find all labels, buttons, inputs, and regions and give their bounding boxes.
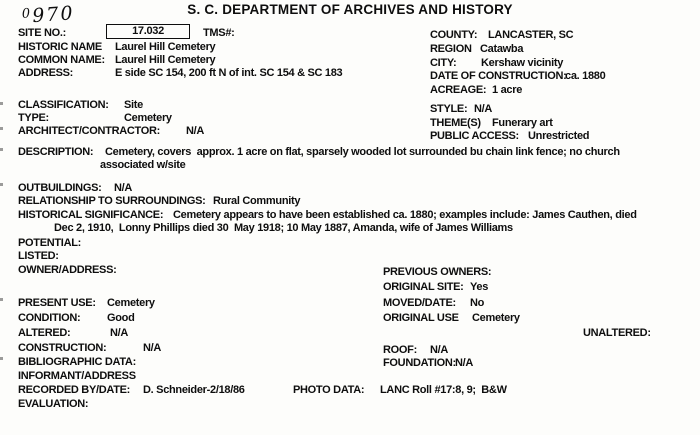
description-line2: associated w/site: [100, 159, 186, 171]
roof-label: ROOF:: [383, 344, 417, 356]
moved-date-label: MOVED/DATE:: [383, 297, 456, 309]
address-label: ADDRESS:: [18, 67, 74, 79]
historic-name-label: HISTORIC NAME: [18, 41, 102, 53]
region-label: REGION: [430, 43, 472, 55]
bibliographic-data-label: BIBLIOGRAPHIC DATA:: [18, 356, 136, 368]
style-label: STYLE:: [430, 103, 468, 115]
present-use-value: Cemetery: [107, 297, 155, 309]
previous-owners-label: PREVIOUS OWNERS:: [383, 266, 492, 278]
architect-label: ARCHITECT/CONTRACTOR:: [18, 125, 160, 137]
acreage-label: ACREAGE:: [430, 84, 487, 96]
historic-name-value: Laurel Hill Cemetery: [115, 41, 216, 53]
public-access-label: PUBLIC ACCESS:: [430, 130, 519, 142]
altered-value: N/A: [110, 327, 129, 339]
acreage-value: 1 acre: [492, 84, 523, 96]
outbuildings-label: OUTBUILDINGS:: [18, 182, 102, 194]
date-of-construction-value: ca. 1880: [565, 70, 606, 82]
public-access-value: Unrestricted: [528, 130, 590, 142]
architect-value: N/A: [186, 125, 205, 137]
scan-artifact: [0, 183, 3, 186]
date-of-construction-label: DATE OF CONSTRUCTION:: [430, 70, 567, 82]
scan-artifact: [0, 102, 3, 105]
type-label: TYPE:: [18, 112, 49, 124]
themes-value: Funerary art: [492, 117, 553, 129]
tms-label: TMS#:: [203, 27, 235, 39]
condition-label: CONDITION:: [18, 312, 81, 324]
common-name-value: Laurel Hill Cemetery: [115, 54, 216, 66]
owner-address-label: OWNER/ADDRESS:: [18, 264, 117, 276]
roof-value: N/A: [430, 344, 449, 356]
scan-artifact: [0, 127, 3, 130]
recorded-by-label: RECORDED BY/DATE:: [18, 384, 131, 396]
evaluation-label: EVALUATION:: [18, 398, 89, 410]
outbuildings-value: N/A: [114, 182, 133, 194]
scan-artifact: [0, 148, 3, 151]
handwritten-site-number: 0970: [21, 2, 76, 28]
description-line1: Cemetery, covers approx. 1 acre on flat, sparsely wooded lot surrounded bu chain link fence; no church: [105, 146, 620, 158]
themes-label: THEME(S): [430, 117, 481, 129]
site-no-box: 17.032: [106, 24, 190, 39]
address-value: E side SC 154, 200 ft N of int. SC 154 & SC 183: [115, 67, 343, 79]
county-label: COUNTY:: [430, 29, 478, 41]
historical-significance-line2: Dec 2, 1910, Lonny Phillips died 30 May 1918; 10 May 1887, Amanda, wife of James Williams: [54, 222, 513, 234]
original-site-label: ORIGINAL SITE:: [383, 281, 464, 293]
city-label: CITY:: [430, 57, 457, 69]
informant-address-label: INFORMANT/ADDRESS: [18, 370, 136, 382]
relationship-value: Rural Community: [213, 195, 301, 207]
moved-date-value: No: [470, 297, 485, 309]
photo-data-value: LANC Roll #17:8, 9; B&W: [380, 384, 507, 396]
historical-significance-line1: Cemetery appears to have been established ca. 1880; examples include: James Cauthen, died: [173, 209, 637, 221]
foundation-label: FOUNDATION:: [383, 357, 456, 369]
relationship-label: RELATIONSHIP TO SURROUNDINGS:: [18, 195, 206, 207]
listed-label: LISTED:: [18, 250, 59, 262]
type-value: Cemetery: [124, 112, 172, 124]
scan-artifact: [0, 298, 3, 301]
common-name-label: COMMON NAME:: [18, 54, 105, 66]
classification-value: Site: [124, 99, 143, 111]
scan-artifact: [0, 357, 3, 360]
condition-value: Good: [107, 312, 135, 324]
unaltered-label: UNALTERED:: [583, 327, 651, 339]
original-site-value: Yes: [470, 281, 489, 293]
historical-significance-label: HISTORICAL SIGNIFICANCE:: [18, 209, 164, 221]
recorded-by-value: D. Schneider-2/18/86: [143, 384, 245, 396]
photo-data-label: PHOTO DATA:: [293, 384, 365, 396]
page-title: S. C. DEPARTMENT OF ARCHIVES AND HISTORY: [187, 2, 513, 17]
construction-label: CONSTRUCTION:: [18, 342, 107, 354]
classification-label: CLASSIFICATION:: [18, 99, 109, 111]
description-label: DESCRIPTION:: [18, 146, 94, 158]
altered-label: ALTERED:: [18, 327, 71, 339]
construction-value: N/A: [143, 342, 162, 354]
present-use-label: PRESENT USE:: [18, 297, 96, 309]
original-use-label: ORIGINAL USE: [383, 312, 459, 324]
site-no-label: SITE NO.:: [18, 27, 67, 39]
foundation-value: N/A: [455, 357, 474, 369]
region-value: Catawba: [480, 43, 524, 55]
original-use-value: Cemetery: [472, 312, 520, 324]
county-value: LANCASTER, SC: [488, 29, 574, 41]
potential-label: POTENTIAL:: [18, 237, 81, 249]
city-value: Kershaw vicinity: [481, 57, 564, 69]
style-value: N/A: [474, 103, 493, 115]
